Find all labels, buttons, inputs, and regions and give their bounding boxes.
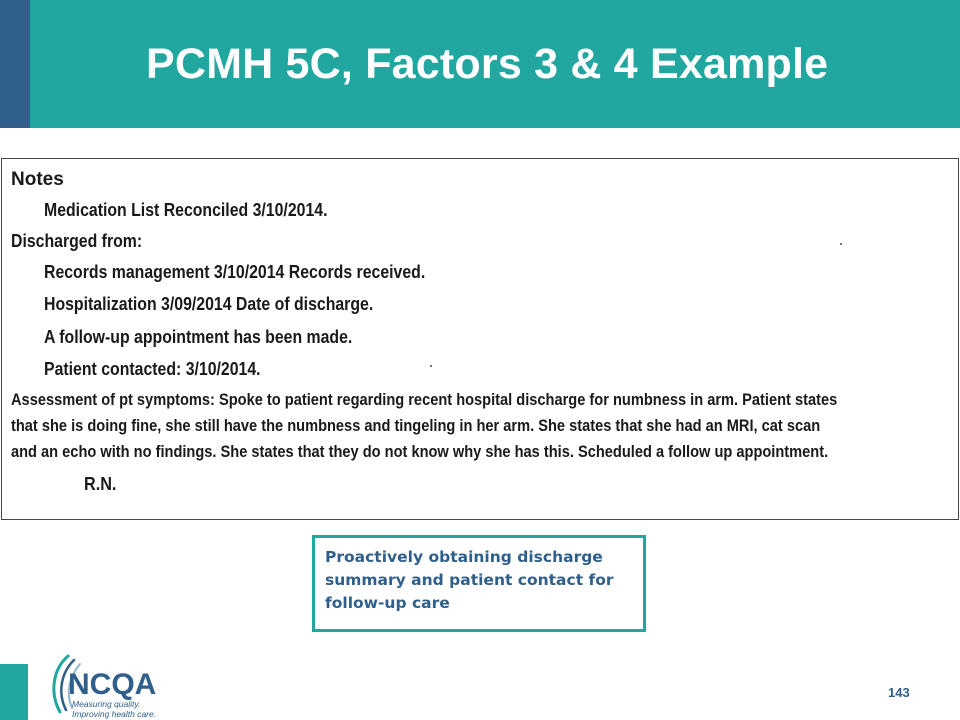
note-records: Records management 3/10/2014 Records received.	[44, 262, 426, 282]
ncqa-wordmark: NCQA	[68, 668, 157, 701]
note-assessment-line-3: and an echo with no findings. She states that they do not know why she has this. Scheduled a follow up appointment.	[11, 442, 829, 461]
title-banner	[0, 0, 960, 128]
note-followup: A follow-up appointment has been made.	[44, 327, 353, 347]
notes-screenshot	[1, 158, 959, 520]
note-assessment-line-2: that she is doing fine, she still have the numbness and tingeling in her arm. She states that she had an MRI, cat scan	[11, 416, 821, 435]
logo-tagline-1: Measuring quality.	[72, 699, 141, 709]
banner-accent-strip	[0, 0, 30, 128]
logo-tagline-2: Improving health care.	[72, 709, 157, 719]
note-assessment-line-1: Assessment of pt symptoms: Spoke to patient regarding recent hospital discharge for numbness in arm. Patient states	[11, 390, 838, 409]
scan-speck	[430, 365, 432, 367]
redaction-block	[152, 225, 218, 259]
note-hospitalization: Hospitalization 3/09/2014 Date of discharge.	[44, 294, 374, 314]
redaction-block	[2, 467, 82, 507]
scan-speck	[840, 243, 842, 245]
note-medication: Medication List Reconciled 3/10/2014.	[44, 200, 328, 220]
note-signature: R.N.	[84, 474, 117, 494]
notes-heading: Notes	[11, 169, 64, 190]
callout-text: Proactively obtaining discharge summary and patient contact for follow-up care	[325, 548, 614, 612]
footer-accent-bar	[0, 664, 28, 720]
callout-box	[312, 535, 646, 632]
slide-title: PCMH 5C, Factors 3 & 4 Example	[146, 40, 829, 88]
note-contacted: Patient contacted: 3/10/2014.	[44, 359, 261, 379]
note-discharged-from: Discharged from:	[11, 231, 143, 251]
ncqa-logo	[46, 650, 206, 720]
page-number: 143	[888, 685, 910, 700]
